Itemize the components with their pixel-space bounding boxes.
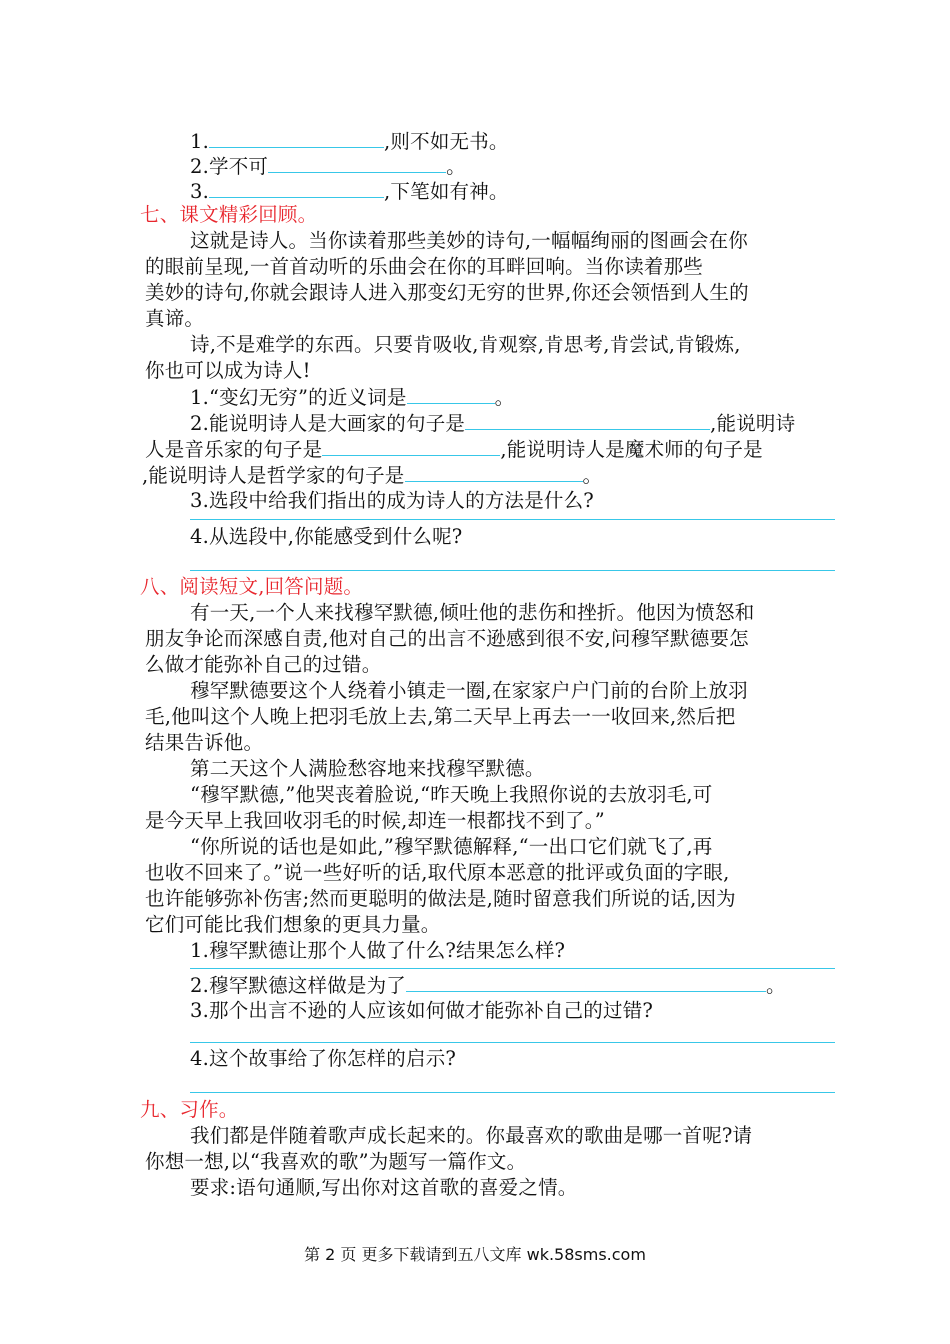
s7-question-1	[190, 384, 514, 411]
section-7-heading: 七、课文精彩回顾。	[140, 203, 318, 226]
page-footer: 第 2 页 更多下载请到五八文库 wk.58sms.com	[304, 1245, 646, 1264]
s7-q1-text: 1.“变幻无穷”的近义词是	[190, 386, 407, 409]
s9-paragraph-line: 你想一想,以“我喜欢的歌”为题写一篇作文。	[145, 1150, 527, 1173]
answer-blank[interactable]	[405, 462, 583, 482]
s6-question-1	[190, 128, 509, 155]
s8-paragraph-line: 第二天这个人满脸愁容地来找穆罕默德。	[190, 757, 545, 780]
answer-line[interactable]	[190, 1092, 835, 1093]
s7-paragraph-line: 真谛。	[145, 307, 205, 330]
s6-q2-prefix: 2.学不可	[190, 155, 269, 178]
s8-paragraph-line: 朋友争论而深感自责,他对自己的出言不逊感到很不安,问穆罕默德要怎	[145, 627, 749, 650]
s8-question-4: 4.这个故事给了你怎样的启示?	[190, 1047, 457, 1070]
section-8-heading: 八、阅读短文,回答问题。	[140, 575, 364, 598]
s8-paragraph-line: 毛,他叫这个人晚上把羽毛放上去,第二天早上再去一一收回来,然后把	[145, 705, 736, 728]
answer-line[interactable]	[190, 570, 835, 571]
s8-paragraph-line: 有一天,一个人来找穆罕默德,倾吐他的悲伤和挫折。他因为愤怒和	[190, 601, 755, 624]
answer-blank[interactable]	[209, 178, 384, 198]
s6-q2-suffix: 。	[446, 155, 466, 178]
s9-paragraph-line: 我们都是伴随着歌声成长起来的。你最喜欢的歌曲是哪一首呢?请	[190, 1124, 753, 1147]
s7-question-3: 3.选段中给我们指出的成为诗人的方法是什么?	[190, 489, 594, 512]
s7-q2-mid: ,能说明诗	[710, 412, 796, 435]
answer-blank[interactable]	[465, 410, 710, 430]
s8-question-1: 1.穆罕默德让那个人做了什么?结果怎么样?	[190, 939, 566, 962]
s8-paragraph-line: 穆罕默德要这个人绕着小镇走一圈,在家家户户门前的台阶上放羽	[190, 679, 748, 702]
s7-paragraph-line: 这就是诗人。当你读着那些美妙的诗句,一幅幅绚丽的图画会在你	[190, 229, 748, 252]
s6-q3-suffix: ,下笔如有神。	[384, 180, 509, 203]
s7-q2-text: 人是音乐家的句子是	[145, 438, 323, 461]
s7-paragraph-line: 美妙的诗句,你就会跟诗人进入那变幻无穷的世界,你还会领悟到人生的	[145, 281, 749, 304]
s6-q1-number: 1.	[190, 130, 210, 153]
answer-blank[interactable]	[406, 972, 766, 992]
answer-blank[interactable]	[322, 436, 500, 456]
answer-line[interactable]	[190, 1042, 835, 1043]
s7-paragraph-line: 你也可以成为诗人!	[145, 359, 311, 382]
s7-q2-end: 。	[582, 464, 603, 487]
s8-q2-text: 2.穆罕默德这样做是为了	[190, 974, 407, 997]
s6-question-2	[190, 153, 466, 180]
s8-paragraph-line: 它们可能比我们想象的更具力量。	[145, 913, 441, 936]
s7-question-4: 4.从选段中,你能感受到什么呢?	[190, 525, 463, 548]
answer-line[interactable]	[190, 519, 835, 520]
s8-question-3: 3.那个出言不逊的人应该如何做才能弥补自己的过错?	[190, 999, 654, 1022]
s7-q2-text: ,能说明诗人是哲学家的句子是	[142, 464, 405, 487]
s8-paragraph-line: 也许能够弥补伤害;然而更聪明的做法是,随时留意我们所说的话,因为	[145, 887, 736, 910]
s7-question-2-line-3	[142, 462, 602, 489]
s8-paragraph-line: “穆罕默德,”他哭丧着脸说,“昨天晚上我照你说的去放羽毛,可	[190, 783, 713, 806]
s8-paragraph-line: “你所说的话也是如此,”穆罕默德解释,“一出口它们就飞了,再	[190, 835, 713, 858]
s8-paragraph-line: 么做才能弥补自己的过错。	[145, 653, 382, 676]
s7-question-2-line-2	[145, 436, 763, 463]
s7-question-2-line-1	[190, 410, 795, 437]
s6-question-3	[190, 178, 509, 205]
s8-paragraph-line: 也收不回来了。”说一些好听的话,取代原本恶意的批评或负面的字眼,	[145, 861, 730, 884]
s7-q2-mid: ,能说明诗人是魔术师的句子是	[500, 438, 763, 461]
s6-q3-number: 3.	[190, 180, 210, 203]
s8-paragraph-line: 是今天早上我回收羽毛的时候,却连一根都找不到了。”	[145, 809, 605, 832]
s8-paragraph-line: 结果告诉他。	[145, 731, 264, 754]
s7-q1-suffix: 。	[494, 386, 515, 409]
answer-blank[interactable]	[209, 128, 384, 148]
answer-blank[interactable]	[268, 153, 446, 173]
s9-paragraph-line: 要求:语句通顺,写出你对这首歌的喜爱之情。	[190, 1176, 578, 1199]
answer-blank[interactable]	[407, 384, 495, 404]
s7-q2-text: 2.能说明诗人是大画家的句子是	[190, 412, 466, 435]
s6-q1-suffix: ,则不如无书。	[384, 130, 509, 153]
s8-q2-suffix: 。	[766, 974, 786, 997]
s7-paragraph-line: 诗,不是难学的东西。只要肯吸收,肯观察,肯思考,肯尝试,肯锻炼,	[190, 333, 741, 356]
answer-line[interactable]	[190, 968, 835, 969]
s8-question-2	[190, 972, 786, 999]
section-9-heading: 九、习作。	[140, 1098, 239, 1121]
s7-paragraph-line: 的眼前呈现,一首首动听的乐曲会在你的耳畔回响。当你读着那些	[145, 255, 703, 278]
